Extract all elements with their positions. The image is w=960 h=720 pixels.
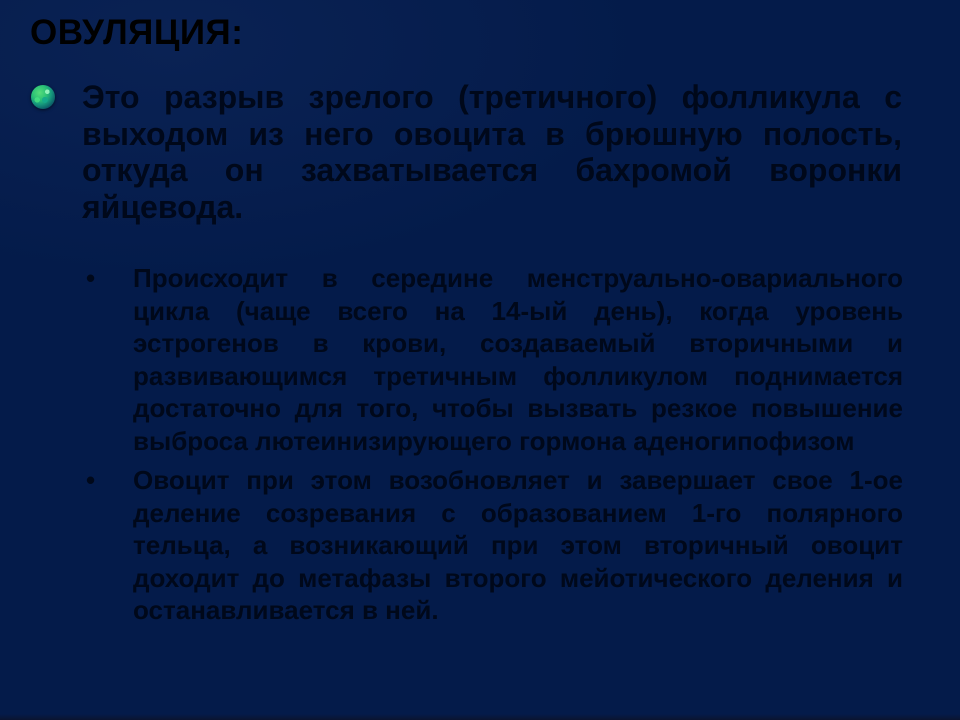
text-line: выходом из него овоцита в брюшную полость, — [82, 115, 902, 152]
sub-bullet-list — [86, 262, 903, 627]
text-line: достаточно для того, чтобы вызвать резкое повышение — [133, 393, 903, 423]
text-line: откуда он захватывается бахромой воронки — [82, 152, 902, 188]
sub-bullet-text — [133, 262, 903, 457]
text-line: развивающимся третичным фолликулом поднимается — [133, 360, 903, 391]
text-line: Овоцит при этом возобновляет и завершает свое 1-ое — [133, 465, 903, 495]
sub-bullet-text — [133, 464, 903, 627]
slide-bottom-edge — [0, 714, 960, 720]
bullet-dot-icon: • — [86, 263, 96, 293]
text-line: деление созревания с образованием 1-го полярного — [133, 497, 903, 528]
text-line: останавливается в ней. — [133, 595, 439, 625]
text-line: тельца, а возникающий при этом вторичный овоцит — [133, 530, 903, 560]
bullet-dot-icon: • — [86, 465, 96, 495]
text-line: яйцевода. — [82, 188, 244, 225]
globe-bullet-icon — [31, 85, 55, 109]
text-line: Это разрыв зрелого (третичного) фолликула с — [82, 79, 902, 115]
text-line: выброса лютеинизирующего гормона аденогипофизом — [133, 425, 855, 456]
slide-title: ОВУЛЯЦИЯ: — [30, 13, 244, 52]
sub-bullet-item — [86, 262, 903, 457]
text-line: Происходит в середине менструально-овариального — [133, 263, 903, 293]
text-line: доходит до метафазы второго мейотического деления и — [133, 562, 903, 593]
main-bullet-text — [82, 79, 902, 225]
text-line: цикла (чаще всего на 14-ый день), когда уровень — [133, 295, 903, 326]
sub-bullet-item — [86, 464, 903, 627]
text-line: эстрогенов в крови, создаваемый вторичными и — [133, 328, 903, 358]
